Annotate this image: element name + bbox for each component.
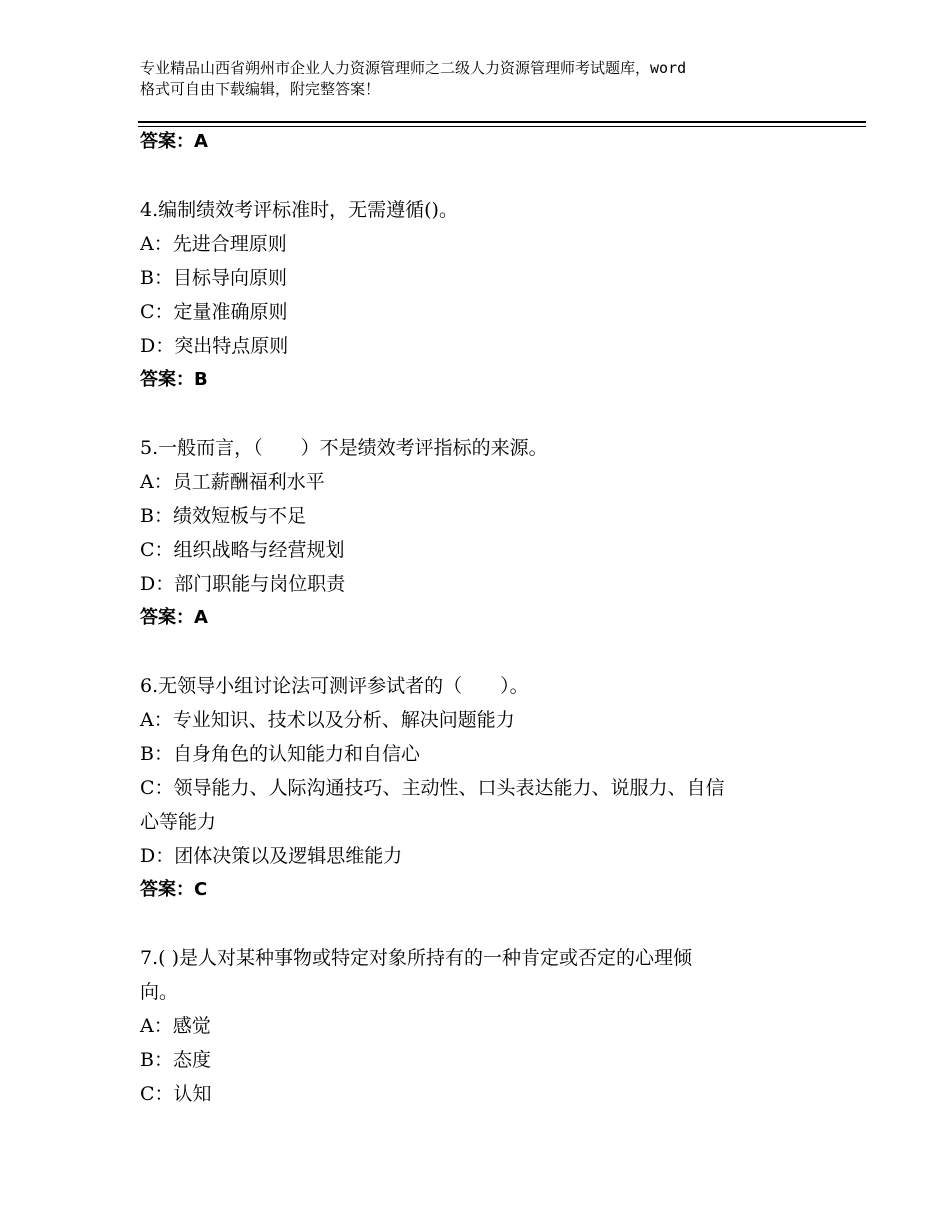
option-a: A：先进合理原则 bbox=[140, 233, 287, 255]
option-b: B：目标导向原则 bbox=[140, 267, 287, 289]
question-stem: 7.( )是人对某种事物或特定对象所持有的一种肯定或否定的心理倾 bbox=[140, 947, 692, 969]
option-b: B：自身角色的认知能力和自信心 bbox=[140, 743, 420, 765]
header-rule-thick bbox=[138, 121, 866, 123]
spacer bbox=[140, 907, 820, 941]
question-4 bbox=[140, 193, 820, 397]
option-d: D：部门职能与岗位职责 bbox=[140, 573, 346, 595]
page-header bbox=[140, 58, 830, 100]
option-c-continued: 心等能力 bbox=[140, 811, 217, 833]
answer-label: 答案：C bbox=[140, 879, 208, 900]
question-stem: 6.无领导小组讨论法可测评参试者的（ ）。 bbox=[140, 675, 529, 697]
question-stem: 4.编制绩效考评标准时，无需遵循()。 bbox=[140, 199, 458, 221]
option-b: B：绩效短板与不足 bbox=[140, 505, 306, 527]
header-line-2: 格式可自由下载编辑，附完整答案！ bbox=[140, 80, 381, 98]
option-c: C：认知 bbox=[140, 1083, 212, 1105]
option-d: D：团体决策以及逻辑思维能力 bbox=[140, 845, 403, 867]
option-d: D：突出特点原则 bbox=[140, 335, 289, 357]
option-a: A：感觉 bbox=[140, 1015, 211, 1037]
answer-label: 答案：A bbox=[140, 131, 208, 152]
question-7 bbox=[140, 941, 820, 1111]
question-6 bbox=[140, 669, 820, 907]
header-line-1: 专业精品山西省朔州市企业人力资源管理师之二级人力资源管理师考试题库，word bbox=[140, 59, 687, 77]
option-c: C：领导能力、人际沟通技巧、主动性、口头表达能力、说服力、自信 bbox=[140, 777, 725, 799]
spacer bbox=[140, 397, 820, 431]
answer-label: 答案：B bbox=[140, 369, 208, 390]
spacer bbox=[140, 635, 820, 669]
option-c: C：组织战略与经营规划 bbox=[140, 539, 345, 561]
question-5 bbox=[140, 431, 820, 635]
option-a: A：员工薪酬福利水平 bbox=[140, 471, 325, 493]
spacer bbox=[140, 159, 820, 193]
question-stem: 5.一般而言，（ ）不是绩效考评指标的来源。 bbox=[140, 437, 548, 459]
option-c: C：定量准确原则 bbox=[140, 301, 288, 323]
option-a: A：专业知识、技术以及分析、解决问题能力 bbox=[140, 709, 515, 731]
option-b: B：态度 bbox=[140, 1049, 211, 1071]
question-list bbox=[140, 125, 820, 1111]
question-stem-continued: 向。 bbox=[140, 981, 179, 1003]
answer-label: 答案：A bbox=[140, 607, 208, 628]
